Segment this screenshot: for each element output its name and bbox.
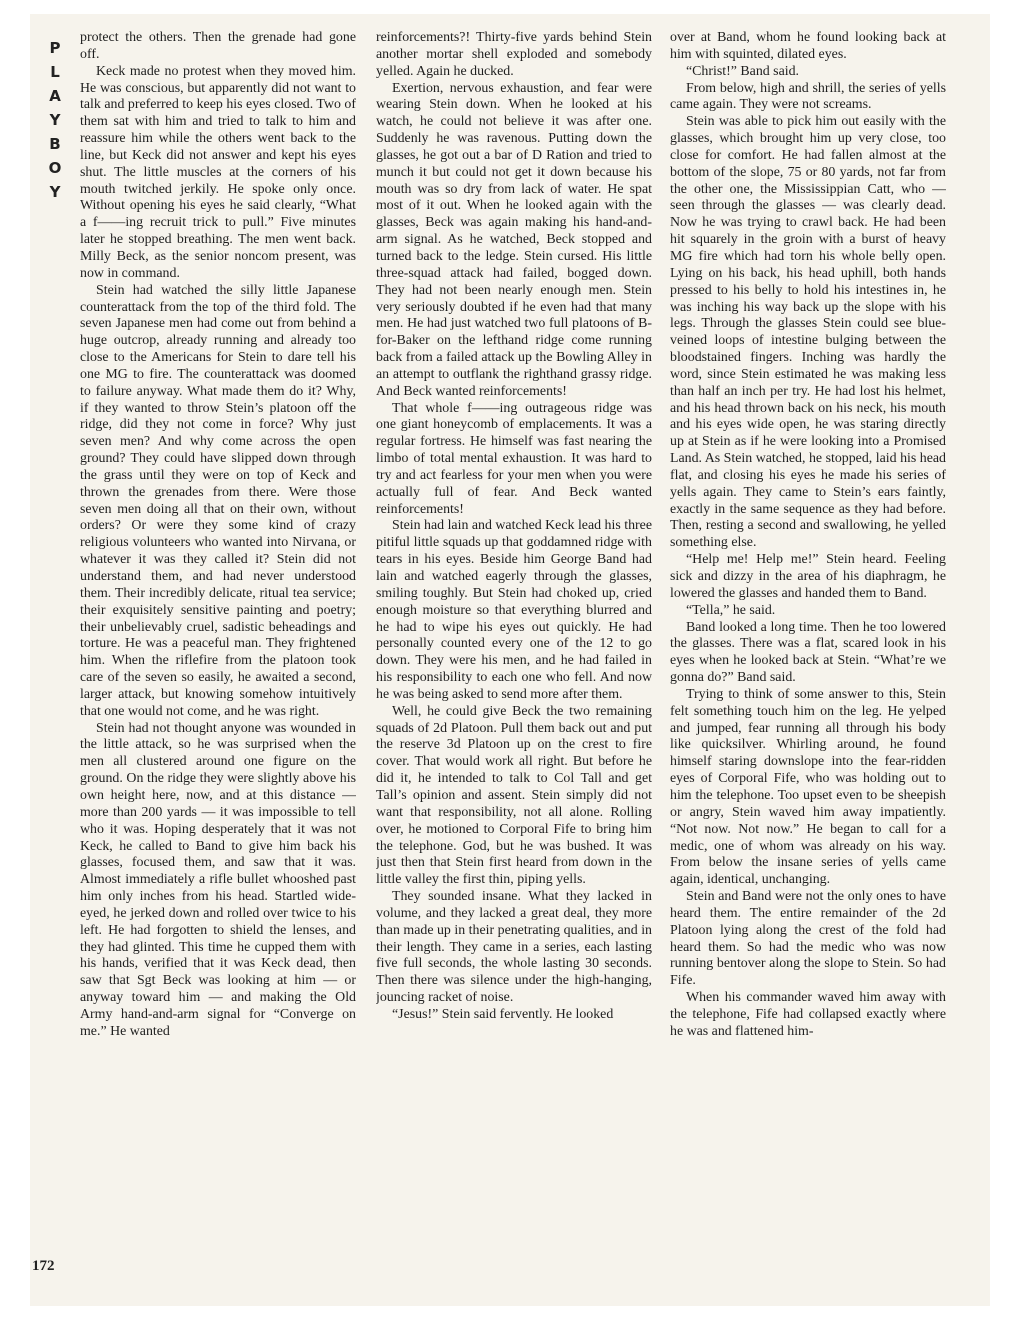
text-column-1 <box>80 30 356 1300</box>
sidebar-letter: Y <box>49 183 61 201</box>
body-paragraph: Keck made no protest when they moved him. He was conscious, but apparently did not want to talk and preferred to keep his eyes closed. Two of them sat with him and tried to talk to him and reassure him while the others went back to the line, but Keck did not answer and kept his eyes shut. The little muscles at the corners of his mouth twitched jerkily. He spoke only once. Without opening his eyes he said clearly, “What a f——ing recruit trick to pull.” Five minutes later he stopped breathing. The men went back. Milly Beck, as the senior noncom present, was now in command. <box>80 63 356 281</box>
page-number: 172 <box>32 1258 55 1274</box>
body-paragraph: From below, high and shrill, the series of yells came again. They were not screams. <box>670 80 946 113</box>
body-paragraph: Exertion, nervous exhaustion, and fear were wearing Stein down. When he looked at his watch, he could not believe it was after one. Suddenly he was ravenous. Putting down the glasses, he got out a bar of D Ration and tried to munch it but could not get it down because his mouth was so dry from lack of water. He spat most of it out. When he looked again with the glasses, Beck was again making his hand-and-arm signal. As he watched, Beck stopped and turned back to the ledge. Stein cursed. His little three-squad attack had failed, bogged down. They had not been nearly enough men. Stein very seriously doubted if he even had that many men. He had just watched two full platoons of B-for-Baker on the lefthand ridge come running back from a failed attack up the Bowling Alley in an attempt to outflank the righthand grassy ridge. And Beck wanted reinforcements! <box>376 80 652 399</box>
sidebar-letter: P <box>49 39 61 57</box>
body-paragraph: Trying to think of some answer to this, Stein felt something touch him on the leg. He yelped and jumped, fear running all through his body like quicksilver. Whirling around, he found himself staring downslope into the fear-ridden eyes of Corporal Fife, who was holding out to him the telephone. Too upset even to be sheepish or angry, Stein waved him away impatiently. “Not now. Not now.” He began to call for a medic, one of whom was already on his way. From below the insane series of yells came again, identical, unchanging. <box>670 686 946 888</box>
sidebar-letter: A <box>49 87 61 105</box>
body-paragraph: Band looked a long time. Then he too lowered the glasses. There was a flat, scared look in his eyes when he looked back at Stein. “What’re we gonna do?” Band said. <box>670 619 946 686</box>
sidebar-letter: L <box>50 63 60 81</box>
magazine-sidebar-title <box>44 36 66 204</box>
body-paragraph: Stein had not thought anyone was wounded in the little attack, so he was surprised when the men all clustered around one figure on the ground. On the ridge they were slightly above his own height here, now, and at this distance — more than 200 yards — it was impossible to tell who it was. Hoping desperately that it was not Keck, he called to Band to give him back his glasses, focused them, and saw that it was. Almost immediately a rifle bullet whooshed past him only inches from his head. Startled wide-eyed, he jerked down and rolled over twice to his left. He had forgotten to shield the lenses, and they had glinted. This time he cupped them with his hands, verified that it was Keck dead, then saw that Sgt Beck was looking at him — or anyway toward him — and making the Old Army hand-and-arm signal for “Converge on me.” He wanted <box>80 720 356 1039</box>
sidebar-letter: B <box>49 135 61 153</box>
text-column-2 <box>376 30 652 1300</box>
body-paragraph: over at Band, whom he found looking back at him with squinted, dilated eyes. <box>670 30 946 62</box>
magazine-page <box>30 14 990 1306</box>
body-paragraph: “Tella,” he said. <box>686 602 776 618</box>
body-paragraph: Well, he could give Beck the two remaining squads of 2d Platoon. Pull them back out and put the reserve 3d Platoon up on the crest to fire cover. That would work all right. But before he did it, he intended to talk to Col Tall and get Tall’s opinion and assent. Stein simply did not want that responsibility, not all alone. Rolling over, he motioned to Corporal Fife to bring him the telephone. God, but he was bushed. It was just then that Stein first heard from down in the little valley the first thin, piping yells. <box>376 703 652 888</box>
body-paragraph: Stein and Band were not the only ones to have heard them. The entire remainder of the 2d Platoon lying along the crest of the fold had heard them. So had the medic who was now running bentover along the slope to Stein. So had Fife. <box>670 889 946 989</box>
body-paragraph: When his commander waved him away with the telephone, Fife had collapsed exactly where he was and flattened him- <box>670 990 946 1039</box>
body-paragraph: “Jesus!” Stein said fervently. He looked <box>392 1006 614 1022</box>
body-paragraph: Stein had watched the silly little Japanese counterattack from the top of the third fold. The seven Japanese men had come out from behind a huge outcrop, already running and already too close to the Americans for Stein to dare tell his one MG to fire. The counterattack was doomed to failure anyway. What made them do it? Why, if they wanted to throw Stein’s platoon off the ridge, did they not come in force? Why just seven men? And why come across the open ground? They could have slipped down through the grass until they were on top of Keck and thrown the grenades from there. Were those seven men doing all that on their own, without orders? Or were they some kind of crazy religious volunteers who wanted into Nirvana, or whatever it was they called it? Stein did not understand them, and had never understood them. Their incredibly delicate, ritual tea service; their exquisitely sensitive painting and poetry; their unbelievably cruel, sadistic beheadings and torture. He was a peaceful man. They frightened him. When the riflefire from the platoon took care of the seven so easily, he awaited a second, larger attack, but knowing somehow intuitively that one would not come, and he was right. <box>80 282 356 719</box>
body-paragraph: “Christ!” Band said. <box>686 63 800 79</box>
body-paragraph: Stein was able to pick him out easily with the glasses, which brought him up very close, too close for comfort. He had fallen almost at the bottom of the slope, 75 or 80 yards, not far from the other one, the Mississippian Catt, who — seen through the glasses — was clearly dead. Now he was trying to crawl back. He had been hit squarely in the groin with a burst of heavy MG fire which had torn his whole belly open. Lying on his back, his head uphill, both hands pressed to his belly to hold his intestines in, he was inching his way back up the slope with his legs. Through the glasses Stein could see blue-veined loops of intestine bulging between the bloodstained fingers. Inching was hardly the word, since Stein estimated he was making less than half an inch per try. He had lost his helmet, and his head thrown back on his neck, his mouth and his eyes wide open, he was staring directly up at Stein as if he were looking into a Promised Land. As Stein watched, he stopped, laid his head flat, and closing his eyes he made his series of yells again. They came to Stein’s ears faintly, exactly in the same sequence as they had before. Then, resting a second and swallowing, he yelled something else. <box>670 114 946 551</box>
sidebar-letter: Y <box>49 111 61 129</box>
body-paragraph: “Help me! Help me!” Stein heard. Feeling sick and dizzy in the area of his diaphragm, he lowered the glasses and handed them to Band. <box>670 552 946 601</box>
text-column-3 <box>670 30 946 1300</box>
body-paragraph: Stein had lain and watched Keck lead his three pitiful little squads up that goddamned ridge with tears in his eyes. Beside him George Band had lain and watched eagerly through the glasses, smiling toughly. But Stein had choked up, cried enough moisture so that everything blurred and he had to wipe his eyes out quickly. He had personally counted every one of the 12 to go down. They were his men, and he had failed in his responsibility to each one who fell. And now he was being asked to send more after them. <box>376 518 652 702</box>
body-paragraph: They sounded insane. What they lacked in volume, and they lacked a great deal, they more than made up in their penetrating qualities, and in their length. They came in a series, each lasting five full seconds, the whole lasting 30 seconds. Then there was silence under the high-hanging, jouncing racket of noise. <box>376 889 652 1006</box>
body-paragraph: protect the others. Then the grenade had gone off. <box>80 30 356 62</box>
body-paragraph: That whole f——ing outrageous ridge was one giant honeycomb of emplacements. It was a regular fortress. He himself was fast nearing the limbo of total mental exhaustion. It was hard to try and act fearless for your men when you were actually full of fear. And Beck wanted reinforcements! <box>376 400 652 517</box>
sidebar-letter: O <box>48 159 62 177</box>
body-paragraph: reinforcements?! Thirty-five yards behind Stein another mortar shell exploded and somebody yelled. Again he ducked. <box>376 30 652 79</box>
